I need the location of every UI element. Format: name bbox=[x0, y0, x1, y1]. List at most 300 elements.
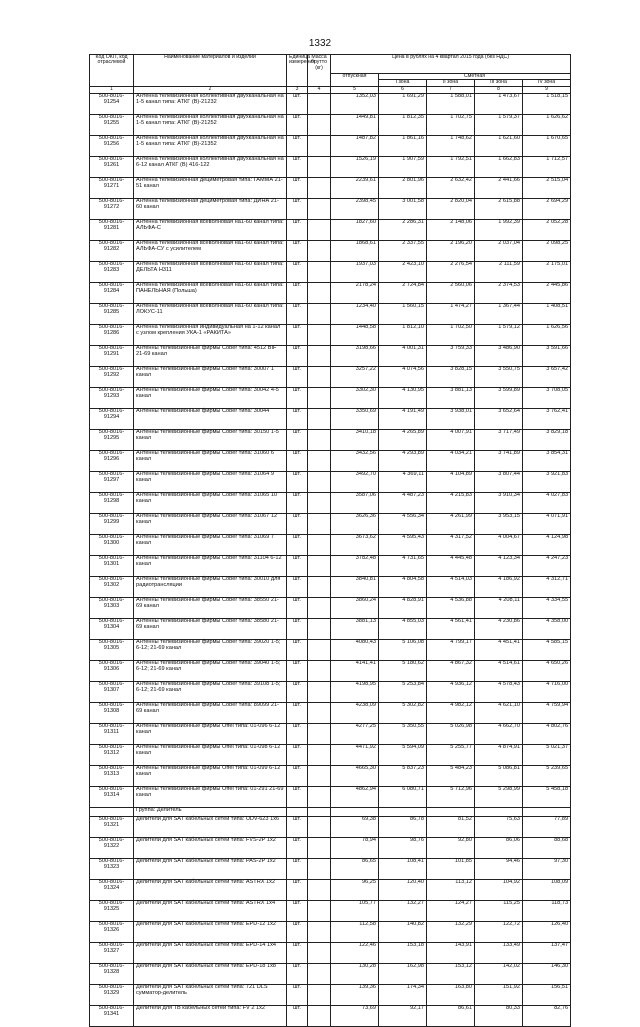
cell-price-zone-1: 132,27 bbox=[379, 900, 427, 921]
cell-price-zone-4: 4 716,00 bbox=[523, 681, 571, 702]
cell-price-zone-2: 2 560,06 bbox=[427, 282, 475, 303]
cell-price-zone-1: 1 861,16 bbox=[379, 135, 427, 156]
cell-price-zone-3: 142,02 bbox=[475, 963, 523, 984]
table-row bbox=[90, 513, 571, 534]
cell-unit: шт. bbox=[287, 513, 308, 534]
cell-price-zone-3: 2 111,59 bbox=[475, 261, 523, 282]
cell-code: 500-8016-91302 bbox=[90, 576, 134, 597]
cell-price-zone-2: 4 867,32 bbox=[427, 660, 475, 681]
table-row bbox=[90, 177, 571, 198]
cell-price-zone-3: 2 441,66 bbox=[475, 177, 523, 198]
cell-unit: шт. bbox=[287, 534, 308, 555]
cell-price-zone-1: 4 001,31 bbox=[379, 345, 427, 366]
table-row bbox=[90, 837, 571, 858]
cell-name: Делители для SAT кабельных сетей типа: ASTRX 1х4 bbox=[134, 900, 287, 921]
cell-code: 500-8016-91293 bbox=[90, 387, 134, 408]
cell-mass bbox=[308, 177, 331, 198]
cell-price-release: 4141,41 bbox=[331, 660, 379, 681]
cell-price-zone-2: 1 748,62 bbox=[427, 135, 475, 156]
cell-price-zone-2: 113,12 bbox=[427, 879, 475, 900]
cell-price-zone-3: 1 579,12 bbox=[475, 324, 523, 345]
column-number: 9 bbox=[523, 86, 571, 93]
cell-unit: шт. bbox=[287, 261, 308, 282]
cell-price-zone-2: 132,29 bbox=[427, 921, 475, 942]
cell-price-zone-1: 4 855,03 bbox=[379, 618, 427, 639]
cell-name: Антенны телевизионные фирмы Cober типа: 31064 9 канал bbox=[134, 471, 287, 492]
cell-name: Группа: Делитель bbox=[134, 807, 287, 816]
table-row bbox=[90, 198, 571, 219]
cell-price-zone-3: 3 550,75 bbox=[475, 366, 523, 387]
cell-unit: шт. bbox=[287, 963, 308, 984]
table-row bbox=[90, 963, 571, 984]
header-zone-2: II зона bbox=[427, 80, 475, 86]
cell-price-zone-4: 3 762,41 bbox=[523, 408, 571, 429]
cell-price-zone-4: 4 334,55 bbox=[523, 597, 571, 618]
cell-code: 500-8016-91286 bbox=[90, 324, 134, 345]
cell-price-zone-3: 4 874,91 bbox=[475, 744, 523, 765]
cell-code: 500-8016-91282 bbox=[90, 240, 134, 261]
cell-price-zone-1: 3 001,58 bbox=[379, 198, 427, 219]
cell-name: Антенны телевизионные фирмы Cober типа: 30044 bbox=[134, 408, 287, 429]
cell-mass bbox=[308, 984, 331, 1005]
cell-price-zone-2: 1 474,27 bbox=[427, 303, 475, 324]
cell-price-zone-4: 1 518,15 bbox=[523, 93, 571, 114]
cell-price-zone-1: 5 302,82 bbox=[379, 702, 427, 723]
cell-unit: шт. bbox=[287, 639, 308, 660]
table-row bbox=[90, 900, 571, 921]
cell-price-zone-2: 4 215,83 bbox=[427, 492, 475, 513]
cell-price-zone-3: 3 652,64 bbox=[475, 408, 523, 429]
cell-price-release: 1448,58 bbox=[331, 324, 379, 345]
table-row bbox=[90, 765, 571, 786]
cell-price-zone-4: 3 591,66 bbox=[523, 345, 571, 366]
cell-name: Антенны телевизионные фирмы Offel типа: 01-096 6-12 канал bbox=[134, 723, 287, 744]
cell-name: Делители для SAT кабельных сетей типа: EPD-12 1х2 bbox=[134, 921, 287, 942]
cell-price-zone-3: 1 992,39 bbox=[475, 219, 523, 240]
cell-price-release: 78,94 bbox=[331, 837, 379, 858]
cell-price-zone-4: 3 708,05 bbox=[523, 387, 571, 408]
cell-price-release: 4238,09 bbox=[331, 702, 379, 723]
cell-code: 500-8016-91322 bbox=[90, 837, 134, 858]
cell-mass bbox=[308, 765, 331, 786]
table-row bbox=[90, 282, 571, 303]
cell-unit: шт. bbox=[287, 135, 308, 156]
cell-price-zone-1: 92,17 bbox=[379, 1005, 427, 1026]
header-release: отпускная bbox=[331, 74, 379, 87]
cell-unit: шт. bbox=[287, 471, 308, 492]
column-number: 3 bbox=[287, 86, 308, 93]
cell-name: Антенна телевизионная всеволновая на1-60 канал типа: ДЕЛЬТА Н311 bbox=[134, 261, 287, 282]
table-row bbox=[90, 660, 571, 681]
cell-name: Антенны телевизионные фирмы Offel типа: 01-291 21-69 канал bbox=[134, 786, 287, 807]
cell-price-zone-2: 143,91 bbox=[427, 942, 475, 963]
cell-price-zone-1: 4 369,11 bbox=[379, 471, 427, 492]
cell-unit: шт. bbox=[287, 366, 308, 387]
cell-price-release: 2398,45 bbox=[331, 198, 379, 219]
cell-code: 500-8016-91328 bbox=[90, 963, 134, 984]
cell-mass bbox=[308, 345, 331, 366]
column-number: 8 bbox=[475, 86, 523, 93]
cell-code: 500-8016-91291 bbox=[90, 345, 134, 366]
cell-mass bbox=[308, 240, 331, 261]
cell-code: 500-8016-91327 bbox=[90, 942, 134, 963]
cell-price-zone-1: 5 180,62 bbox=[379, 660, 427, 681]
cell-name: Антенна телевизионная коллективная двухканальная на 1-5 канал типа: АТКГ (В)-21252 bbox=[134, 114, 287, 135]
cell-price-zone-2: 3 759,33 bbox=[427, 345, 475, 366]
cell-price-zone-4: 4 247,23 bbox=[523, 555, 571, 576]
cell-unit: шт. bbox=[287, 900, 308, 921]
cell-price-zone-2: 4 799,17 bbox=[427, 639, 475, 660]
table-row bbox=[90, 576, 571, 597]
cell-price-zone-3: 1 473,67 bbox=[475, 93, 523, 114]
cell-price-zone-4: 156,51 bbox=[523, 984, 571, 1005]
cell-price-zone-4: 4 358,00 bbox=[523, 618, 571, 639]
cell-price-zone-2: 4 034,21 bbox=[427, 450, 475, 471]
cell-price-zone-1: 153,18 bbox=[379, 942, 427, 963]
cell-code: 500-8016-91296 bbox=[90, 450, 134, 471]
cell-price-zone-2: 1 792,51 bbox=[427, 156, 475, 177]
cell-price-release: 2239,61 bbox=[331, 177, 379, 198]
cell-mass bbox=[308, 1005, 331, 1026]
table-row bbox=[90, 639, 571, 660]
cell-price-release: 1352,03 bbox=[331, 93, 379, 114]
cell-code: 500-8016-91271 bbox=[90, 177, 134, 198]
cell-price-zone-4: 97,30 bbox=[523, 858, 571, 879]
cell-price-zone-2: 3 938,01 bbox=[427, 408, 475, 429]
cell-price-release: 1449,81 bbox=[331, 114, 379, 135]
cell-price-release: 3840,81 bbox=[331, 576, 379, 597]
cell-name: Антенна телевизионная всеволновая на1-60 канал типа: ЛОКУС-11 bbox=[134, 303, 287, 324]
cell-mass bbox=[308, 576, 331, 597]
cell-unit: шт. bbox=[287, 177, 308, 198]
cell-price-zone-2: 163,80 bbox=[427, 984, 475, 1005]
cell-unit: шт. bbox=[287, 219, 308, 240]
cell-price-zone-3: 4 514,61 bbox=[475, 660, 523, 681]
cell-price-zone-3: 5 086,81 bbox=[475, 765, 523, 786]
cell-mass bbox=[308, 282, 331, 303]
header-code: Код ОКП, код отраслевой bbox=[90, 55, 134, 87]
cell-price-zone-1: 2 724,84 bbox=[379, 282, 427, 303]
cell-price-zone-1: 5 106,08 bbox=[379, 639, 427, 660]
table-row bbox=[90, 858, 571, 879]
header-zone-3: III зона bbox=[475, 80, 523, 86]
cell-price-zone-4: 108,09 bbox=[523, 879, 571, 900]
table-row bbox=[90, 219, 571, 240]
cell-price-release: 73,69 bbox=[331, 1005, 379, 1026]
cell-price-release: 112,58 bbox=[331, 921, 379, 942]
cell-price-zone-4: 4 312,71 bbox=[523, 576, 571, 597]
cell-name: Антенна телевизионная индивидуальная на 1-12 канал с узлом крепления УКА-1 «РАКИТА» bbox=[134, 324, 287, 345]
cell-price-zone-2: 1 702,75 bbox=[427, 114, 475, 135]
cell-mass bbox=[308, 786, 331, 807]
cell-name: Антенны телевизионные фирмы Cober типа: 38580 21-69 канал bbox=[134, 618, 287, 639]
cell-price-zone-2: 4 104,89 bbox=[427, 471, 475, 492]
cell-unit: шт. bbox=[287, 816, 308, 837]
cell-name: Антенны телевизионные фирмы Cober типа: 30042 4-5 канал bbox=[134, 387, 287, 408]
table-row bbox=[90, 921, 571, 942]
cell-price-zone-3: 3 910,34 bbox=[475, 492, 523, 513]
cell-price-zone-1: 2 286,31 bbox=[379, 219, 427, 240]
cell-price-zone-4: 3 657,42 bbox=[523, 366, 571, 387]
cell-price-zone-4: 2 694,29 bbox=[523, 198, 571, 219]
table-row bbox=[90, 1005, 571, 1026]
cell-mass bbox=[308, 261, 331, 282]
table-row bbox=[90, 492, 571, 513]
cell-price-release: 3860,24 bbox=[331, 597, 379, 618]
cell-price-zone-2: 2 632,42 bbox=[427, 177, 475, 198]
cell-unit: шт. bbox=[287, 429, 308, 450]
cell-price-zone-4: 118,73 bbox=[523, 900, 571, 921]
cell-name: Антенна телевизионная всеволновая на1-60 канал типа: АЛЬФА-СУ с усилителем bbox=[134, 240, 287, 261]
cell-price-zone-4: 1 712,57 bbox=[523, 156, 571, 177]
cell-unit: шт. bbox=[287, 786, 308, 807]
cell-code: 500-8016-91295 bbox=[90, 429, 134, 450]
cell-unit: шт. bbox=[287, 387, 308, 408]
cell-price-zone-1: 1 691,29 bbox=[379, 93, 427, 114]
cell-code: 500-8016-91256 bbox=[90, 135, 134, 156]
cell-price-zone-3: 4 004,67 bbox=[475, 534, 523, 555]
cell-price-release: 1487,82 bbox=[331, 135, 379, 156]
cell-price-zone-3: 80,33 bbox=[475, 1005, 523, 1026]
cell-price-zone-4: 1 626,56 bbox=[523, 324, 571, 345]
header-zone-4: IV зона bbox=[523, 80, 571, 86]
cell-price-zone-2: 124,27 bbox=[427, 900, 475, 921]
cell-price-zone-4: 1 408,51 bbox=[523, 303, 571, 324]
cell-unit: шт. bbox=[287, 765, 308, 786]
cell-price-zone-1: 5 837,23 bbox=[379, 765, 427, 786]
cell-price-zone-1: 140,82 bbox=[379, 921, 427, 942]
cell-price-zone-1: 98,76 bbox=[379, 837, 427, 858]
cell-mass bbox=[308, 963, 331, 984]
cell-unit: шт. bbox=[287, 921, 308, 942]
cell-price-zone-2: 4 561,41 bbox=[427, 618, 475, 639]
cell-price-zone-1: 4 731,65 bbox=[379, 555, 427, 576]
cell-code: 500-8016-91298 bbox=[90, 492, 134, 513]
table-row bbox=[90, 114, 571, 135]
cell-name: Делители для SAT кабельных сетей типа: FVS-2P 1х2 bbox=[134, 837, 287, 858]
cell-name: Антенны телевизионные фирмы Cober типа: 39020 1-5; 6-12; 21-69 канал bbox=[134, 639, 287, 660]
cell-price-zone-1: 162,98 bbox=[379, 963, 427, 984]
cell-mass bbox=[308, 156, 331, 177]
cell-mass bbox=[308, 366, 331, 387]
cell-price-release: 1526,19 bbox=[331, 156, 379, 177]
cell-name: Антенна телевизионная дециметровая типа: ДИНА 21-60 канал bbox=[134, 198, 287, 219]
cell-price-zone-4: 4 027,83 bbox=[523, 492, 571, 513]
cell-price-release: 96,25 bbox=[331, 879, 379, 900]
header-unit: Единица измерения bbox=[287, 55, 308, 87]
table-row bbox=[90, 786, 571, 807]
cell-price-release: 105,77 bbox=[331, 900, 379, 921]
cell-price-zone-1: 6 080,71 bbox=[379, 786, 427, 807]
cell-code: 500-8016-91254 bbox=[90, 93, 134, 114]
cell-price-zone-4: 4 124,98 bbox=[523, 534, 571, 555]
column-number: 4 bbox=[308, 86, 331, 93]
cell-unit: шт. bbox=[287, 702, 308, 723]
cell-name: Антенны телевизионные фирмы Offel типа: 01-099 6-12 канал bbox=[134, 765, 287, 786]
cell-mass bbox=[308, 681, 331, 702]
cell-price-release: 3198,66 bbox=[331, 345, 379, 366]
cell-name: Антенны телевизионные фирмы Cober типа: 31104 6-12 канал bbox=[134, 555, 287, 576]
cell-price-zone-3: 4 621,10 bbox=[475, 702, 523, 723]
cell-unit: шт. bbox=[287, 681, 308, 702]
table-row bbox=[90, 408, 571, 429]
cell-price-zone-1: 4 487,23 bbox=[379, 492, 427, 513]
cell-name: Антенны телевизионные фирмы Cober типа: 4512 BIF 21-69 канал bbox=[134, 345, 287, 366]
cell-price-zone-3: 3 486,90 bbox=[475, 345, 523, 366]
cell-mass bbox=[308, 219, 331, 240]
cell-price-zone-2: 5 712,96 bbox=[427, 786, 475, 807]
header-name: Наименование материалов и изделий bbox=[134, 55, 287, 87]
cell-price-zone-2: 153,12 bbox=[427, 963, 475, 984]
cell-price-zone-2: 92,80 bbox=[427, 837, 475, 858]
cell-price-zone-4: 4 071,91 bbox=[523, 513, 571, 534]
cell-price-zone-1: 1 812,35 bbox=[379, 114, 427, 135]
cell-price-zone-4: 137,47 bbox=[523, 942, 571, 963]
cell-price-zone-3: 4 662,70 bbox=[475, 723, 523, 744]
cell-unit: шт. bbox=[287, 303, 308, 324]
column-number: 6 bbox=[379, 86, 427, 93]
cell-price-zone-3: 3 953,15 bbox=[475, 513, 523, 534]
cell-price-zone-3: 4 451,41 bbox=[475, 639, 523, 660]
cell-code: 500-8016-91294 bbox=[90, 408, 134, 429]
cell-name: Антенна телевизионная всеволновая на1-60 канал типа: АЛЬФА-С bbox=[134, 219, 287, 240]
cell-mass bbox=[308, 492, 331, 513]
cell-price-zone-2: 2 148,06 bbox=[427, 219, 475, 240]
cell-price-zone-2: 2 196,20 bbox=[427, 240, 475, 261]
cell-unit: шт. bbox=[287, 879, 308, 900]
header-price-title: Цена в рублях на 4 квартал 2015 года (без НДС) bbox=[331, 55, 571, 74]
cell-price-release: 139,36 bbox=[331, 984, 379, 1005]
cell-code: 500-8016-91303 bbox=[90, 597, 134, 618]
cell-code: 500-8016-91255 bbox=[90, 114, 134, 135]
cell-price-release: 69,38 bbox=[331, 816, 379, 837]
cell-price-zone-3: 3 807,44 bbox=[475, 471, 523, 492]
cell-price-zone-1: 174,34 bbox=[379, 984, 427, 1005]
cell-unit: шт. bbox=[287, 744, 308, 765]
cell-price-zone-2: 3 881,13 bbox=[427, 387, 475, 408]
cell-code: 500-8016-91341 bbox=[90, 1005, 134, 1026]
cell-price-zone-4: 4 650,26 bbox=[523, 660, 571, 681]
cell-code: 500-8016-91285 bbox=[90, 303, 134, 324]
cell-price-zone-4: 2 515,04 bbox=[523, 177, 571, 198]
cell-name: Делители для SAT кабельных сетей типа: EPD-14 1х4 bbox=[134, 942, 287, 963]
cell-price-zone-2: 4 936,12 bbox=[427, 681, 475, 702]
cell-unit: шт. bbox=[287, 660, 308, 681]
cell-price-zone-2: 2 820,04 bbox=[427, 198, 475, 219]
table-row bbox=[90, 345, 571, 366]
cell-price-release: 3587,06 bbox=[331, 492, 379, 513]
cell-price-release: 4862,94 bbox=[331, 786, 379, 807]
cell-mass bbox=[308, 513, 331, 534]
cell-mass bbox=[308, 387, 331, 408]
cell-mass bbox=[308, 429, 331, 450]
cell-code: 500-8016-91311 bbox=[90, 723, 134, 744]
cell-price-zone-4: 4 759,94 bbox=[523, 702, 571, 723]
cell-unit: шт. bbox=[287, 1005, 308, 1026]
cell-price-zone-3: 151,92 bbox=[475, 984, 523, 1005]
cell-code: 500-8016-91329 bbox=[90, 984, 134, 1005]
cell-code: 500-8016-91300 bbox=[90, 534, 134, 555]
table-row bbox=[90, 879, 571, 900]
cell-price-release: 3432,56 bbox=[331, 450, 379, 471]
cell-price-zone-2: 5 026,98 bbox=[427, 723, 475, 744]
cell-price-zone-4: 3 854,31 bbox=[523, 450, 571, 471]
table-body bbox=[90, 93, 571, 1026]
cell-code: 500-8016-91323 bbox=[90, 858, 134, 879]
cell-mass bbox=[308, 744, 331, 765]
cell-name: Антенны телевизионные фирмы Cober типа: 89099 21-69 канал bbox=[134, 702, 287, 723]
cell-name: Антенна телевизионная коллективная двухканальная на 1-5 канал типа: АТКГ (В)-21232 bbox=[134, 93, 287, 114]
cell-price-zone-4: 2 175,01 bbox=[523, 261, 571, 282]
cell-code: 500-8016-91321 bbox=[90, 816, 134, 837]
cell-mass bbox=[308, 93, 331, 114]
cell-price-zone-1: 4 804,58 bbox=[379, 576, 427, 597]
cell-mass bbox=[308, 900, 331, 921]
cell-code: 500-8016-91281 bbox=[90, 219, 134, 240]
cell-mass bbox=[308, 324, 331, 345]
cell-price-zone-1: 1 560,15 bbox=[379, 303, 427, 324]
cell-unit: шт. bbox=[287, 282, 308, 303]
cell-unit: шт. bbox=[287, 114, 308, 135]
cell-name: Делители для SAT кабельных сетей типа: EPD-18 1х8 bbox=[134, 963, 287, 984]
cell-mass bbox=[308, 303, 331, 324]
cell-price-zone-2: 86,61 bbox=[427, 1005, 475, 1026]
cell-price-release: 1234,40 bbox=[331, 303, 379, 324]
cell-price-zone-2: 4 982,12 bbox=[427, 702, 475, 723]
cell-price-zone-3: 4 230,86 bbox=[475, 618, 523, 639]
cell-price-zone-3: 5 298,99 bbox=[475, 786, 523, 807]
cell-mass bbox=[308, 408, 331, 429]
table-row bbox=[90, 135, 571, 156]
cell-unit: шт. bbox=[287, 345, 308, 366]
cell-price-zone-2: 4 317,52 bbox=[427, 534, 475, 555]
cell-price-release: 86,65 bbox=[331, 858, 379, 879]
table-row bbox=[90, 723, 571, 744]
cell-code: 500-8016-91307 bbox=[90, 681, 134, 702]
column-number: 2 bbox=[134, 86, 287, 93]
cell-mass bbox=[308, 597, 331, 618]
cell-price-release: 2178,24 bbox=[331, 282, 379, 303]
cell-price-zone-1: 2 801,96 bbox=[379, 177, 427, 198]
column-number: 1 bbox=[90, 86, 134, 93]
cell-name: Антенны телевизионные фирмы Cober типа: 31069 7 канал bbox=[134, 534, 287, 555]
cell-price-release: 4277,25 bbox=[331, 723, 379, 744]
cell-price-zone-1: 5 594,09 bbox=[379, 744, 427, 765]
table-row bbox=[90, 450, 571, 471]
cell-price-release: 3782,48 bbox=[331, 555, 379, 576]
cell-price-zone-3: 3 599,89 bbox=[475, 387, 523, 408]
cell-price-zone-1: 5 350,55 bbox=[379, 723, 427, 744]
cell-price-zone-2: 4 536,88 bbox=[427, 597, 475, 618]
table-row bbox=[90, 387, 571, 408]
cell-price-zone-3: 94,46 bbox=[475, 858, 523, 879]
cell-price-zone-3: 4 123,34 bbox=[475, 555, 523, 576]
cell-price-zone-1: 4 191,49 bbox=[379, 408, 427, 429]
cell-unit: шт. bbox=[287, 597, 308, 618]
cell-price-zone-2: 3 828,15 bbox=[427, 366, 475, 387]
cell-mass bbox=[308, 114, 331, 135]
cell-price-zone-4: 88,68 bbox=[523, 837, 571, 858]
cell-name: Делители для SAT кабельных сетей типа: 721 DLS сумматор-делитель bbox=[134, 984, 287, 1005]
cell-unit: шт. bbox=[287, 858, 308, 879]
cell-unit: шт. bbox=[287, 492, 308, 513]
cell-unit: шт. bbox=[287, 837, 308, 858]
cell-price-zone-1: 2 423,10 bbox=[379, 261, 427, 282]
cell-code: 500-8016-91304 bbox=[90, 618, 134, 639]
cell-code: 500-8016-91301 bbox=[90, 555, 134, 576]
cell-price-release: 3410,18 bbox=[331, 429, 379, 450]
cell-price-zone-3: 4 578,43 bbox=[475, 681, 523, 702]
